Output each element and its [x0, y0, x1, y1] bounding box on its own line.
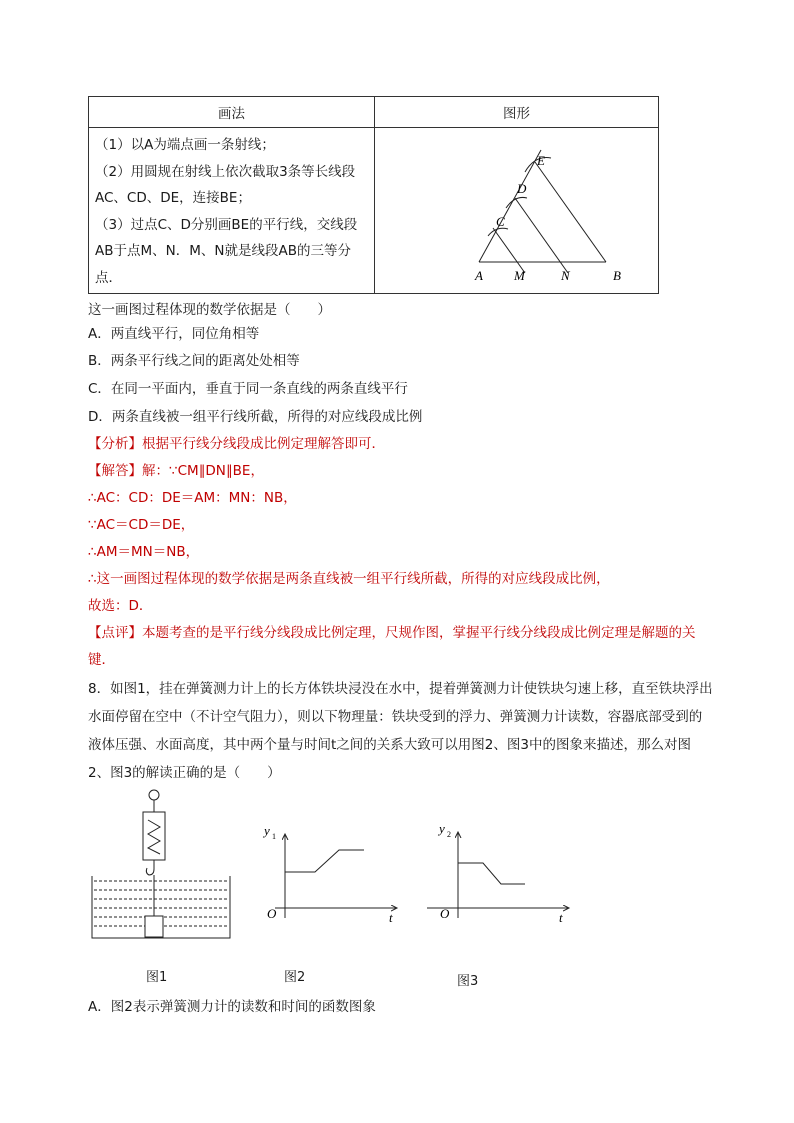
step-line: AC、CD、DE，连接BE； [95, 190, 251, 206]
col-header-method: 画法 [89, 97, 375, 128]
figure-1-diagram [88, 783, 238, 948]
q7-answer-line-5: ∴这一画图过程体现的数学依据是两条直线被一组平行线所截，所得的对应线段成比例， [88, 571, 610, 587]
label-B: B [612, 268, 621, 283]
q8-line-3: 液体压强、水面高度，其中两个量与时间t之间的关系大致可以用图2、图3中的图象来描述，那么对图 [88, 737, 691, 753]
q8-line-1: 8．如图1，挂在弹簧测力计上的长方体铁块浸没在水中，提着弹簧测力计使铁块匀速上移，直至铁块浮出 [88, 681, 713, 697]
step-line: 点． [95, 269, 122, 286]
trisection-figure [375, 128, 659, 293]
step-line: （1）以A为端点画一条射线； [95, 137, 275, 153]
comment-tag: 【点评】 [88, 625, 142, 641]
fig3-ysub: 2 [447, 830, 451, 839]
step-line: AB于点M、N．M、N就是线段AB的三等分 [95, 243, 351, 259]
figure-1-caption: 图1 [146, 970, 168, 985]
q7-stem: 这一画图过程体现的数学依据是（ ） [88, 302, 331, 318]
q7-analysis [88, 432, 385, 452]
q7-answer-line-4: ∴AM＝MN＝NB， [88, 544, 200, 560]
figure-2-caption: 图2 [284, 970, 306, 985]
q7-comment [88, 621, 696, 641]
fig2-ysub: 1 [272, 832, 276, 841]
label-E: E [536, 153, 545, 168]
col-header-figure: 图形 [374, 97, 658, 128]
figure-2-graph [255, 818, 405, 928]
fig3-ylabel: y [439, 821, 445, 836]
method-table [88, 96, 659, 294]
step-line: （3）过点C、D分别画BE的平行线，交线段 [95, 216, 358, 233]
q8-line-4: 2、图3的解读正确的是（ ） [88, 765, 281, 781]
q7-option-a: A．两直线平行，同位角相等 [88, 326, 260, 342]
fig3-curve [458, 863, 525, 884]
step-line: （2）用圆规在射线上依次截取3条等长线段 [95, 163, 356, 180]
figure-3-graph [425, 818, 575, 928]
fig2-ylabel: y [264, 823, 270, 838]
q7-choose: 故选：D． [88, 598, 153, 614]
label-D: D [516, 181, 527, 196]
fig2-xlabel: t [389, 910, 393, 925]
label-A: A [474, 268, 483, 283]
fig3-origin: O [440, 906, 450, 921]
q7-option-d: D．两条直线被一组平行线所截，所得的对应线段成比例 [88, 409, 423, 425]
q7-option-c: C．在同一平面内，垂直于同一条直线的两条直线平行 [88, 381, 408, 397]
fig2-curve [285, 850, 364, 872]
fig2-origin: O [267, 906, 277, 921]
answer-tag: 【解答】 [88, 463, 142, 479]
fig3-xlabel: t [559, 910, 563, 925]
method-steps-cell [89, 128, 375, 294]
q7-answer-line-3: ∵AC＝CD＝DE， [88, 517, 195, 533]
q7-option-b: B．两条平行线之间的距离处处相等 [88, 353, 300, 369]
label-M: M [513, 268, 525, 283]
q7-answer-line-1 [88, 459, 264, 479]
q8-option-a: A．图2表示弹簧测力计的读数和时间的函数图象 [88, 999, 376, 1015]
label-C: C [495, 214, 505, 229]
comment-text: 本题考查的是平行线分线段成比例定理，尺规作图，掌握平行线分线段成比例定理是解题的关 [142, 625, 696, 641]
q8-line-2: 水面停留在空中（不计空气阻力），则以下物理量：铁块受到的浮力、弹簧测力计读数，容器底部受到的 [88, 709, 703, 725]
label-N: N [560, 268, 570, 283]
figure-3-caption: 图3 [457, 974, 479, 989]
answer-text: 解：∵CM∥DN∥BE， [142, 463, 264, 479]
analysis-text: 根据平行线分线段成比例定理解答即可． [142, 436, 385, 452]
q7-answer-line-2: ∴AC：CD：DE＝AM：MN：NB， [88, 490, 297, 506]
analysis-tag: 【分析】 [88, 436, 142, 452]
q7-comment-line-2: 键． [88, 652, 115, 668]
figure-cell [374, 128, 658, 294]
